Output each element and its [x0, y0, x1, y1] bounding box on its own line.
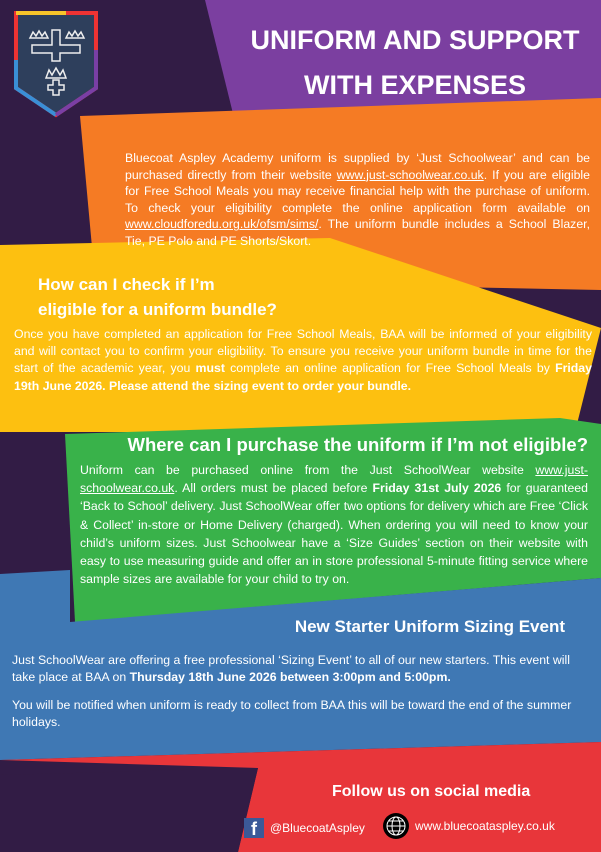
- eligibility-text: complete an online application for Free School Meals by: [224, 361, 556, 376]
- social-heading: Follow us on social media: [332, 783, 531, 800]
- eligibility-paragraph: [14, 326, 592, 395]
- page-title: [215, 18, 601, 108]
- eligibility-heading: [38, 272, 277, 322]
- just-schoolwear-link[interactable]: www.just-schoolwear.co.uk: [80, 463, 588, 496]
- title-line-2: WITH EXPENSES: [303, 70, 527, 100]
- collection-paragraph: You will be notified when uniform is ready to collect from BAA this will be toward the end of the summer holidays.: [12, 698, 572, 729]
- intro-paragraph: [125, 150, 590, 250]
- sizing-date: Thursday 18th June 2026 between 3:00pm and 5:00pm.: [129, 669, 451, 684]
- intro-text: . The uniform bundle includes a School Blazer, Tie, PE Polo and PE Shorts/Skort.: [125, 217, 590, 248]
- sizing-paragraph: [12, 652, 590, 685]
- purchase-text: . All orders must be placed before: [174, 481, 373, 496]
- website-link[interactable]: [382, 812, 555, 840]
- sizing-heading: New Starter Uniform Sizing Event: [294, 617, 565, 636]
- just-schoolwear-link[interactable]: www.just-schoolwear.co.uk: [336, 167, 484, 182]
- facebook-link[interactable]: [244, 818, 365, 838]
- purchase-deadline: Friday 31st July 2026: [372, 481, 502, 496]
- sizing-text: Just SchoolWear are offering a free professional ‘Sizing Event’ to all of our new starters. This event will take place at BAA on: [12, 653, 570, 684]
- facebook-icon: f: [244, 818, 264, 838]
- purchase-text: for guaranteed ‘Back to School’ delivery. Just SchoolWear offer two options for delivery which are Free ‘Click & Collect’ in-store or Home Delivery (charged). When ordering you will need to know your child’s uniform sizes. Just Schoolwear have a ‘Size Guides’ section on their website with easy to use measuring guide and offer an in store professional 5-minute fitting service where sample sizes are available for your child to try on.: [80, 481, 588, 587]
- eligibility-bold: must: [195, 361, 225, 376]
- purchase-paragraph: [80, 461, 588, 588]
- intro-text: Bluecoat Aspley Academy uniform is supplied by ‘Just Schoolwear’ and can be purchased directly from their website: [125, 151, 590, 182]
- intro-text: . If you are eligible for Free School Meals you may receive financial help with the purchase of uniform. To check your eligibility complete the online application form available on: [125, 167, 590, 215]
- school-crest: [16, 13, 96, 115]
- purchase-text: Uniform can be purchased online from the Just SchoolWear website: [80, 463, 536, 477]
- globe-icon: [382, 812, 410, 840]
- dark-wedge: [0, 768, 258, 852]
- title-line-1: UNIFORM AND SUPPORT: [250, 25, 580, 55]
- purchase-heading: Where can I purchase the uniform if I’m not eligible?: [127, 434, 588, 455]
- website-url: www.bluecoataspley.co.uk: [415, 819, 555, 833]
- cloudforedu-link[interactable]: www.cloudforedu.org.uk/ofsm/sims/: [125, 217, 319, 232]
- eligibility-text: Once you have completed an application for Free School Meals, BAA will be informed of your eligibility and will contact you to confirm your eligibility. To ensure you receive your uniform bundle in time for the start of the academic year, you: [14, 327, 592, 376]
- eligibility-deadline: Friday 19th June 2026. Please attend the sizing event to order your bundle.: [14, 361, 592, 393]
- facebook-handle: @BluecoatAspley: [270, 821, 365, 835]
- eligibility-heading-line-1: How can I check if I’m: [38, 275, 215, 294]
- eligibility-heading-line-2: eligible for a uniform bundle?: [38, 300, 277, 319]
